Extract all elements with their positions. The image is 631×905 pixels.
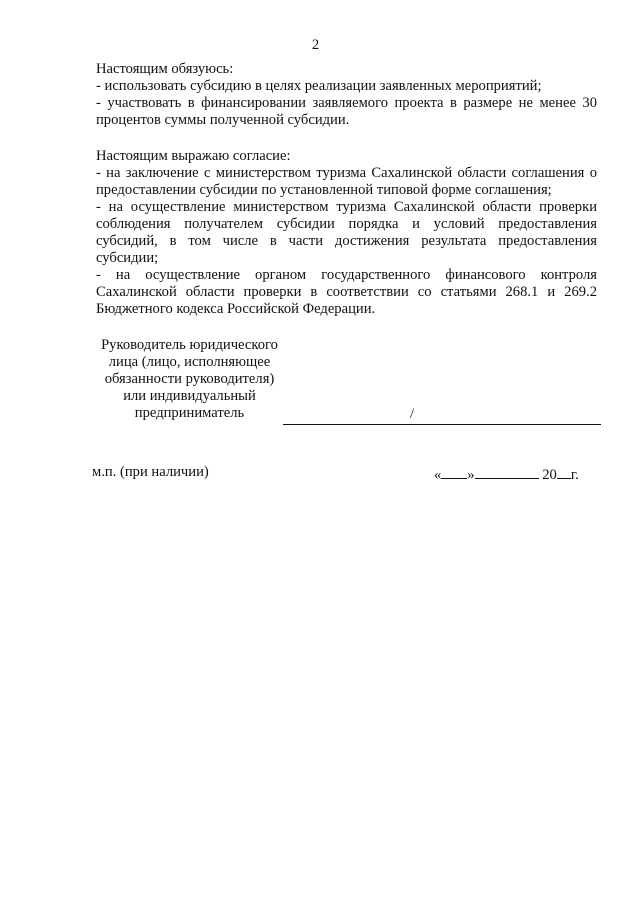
date-open-quote: «: [434, 467, 442, 483]
day-blank: [441, 464, 467, 479]
signature-label-line: Руководитель юридического: [101, 337, 278, 353]
signature-label-line: обязанности руководителя): [104, 371, 275, 387]
signature-label-line: лица (лицо, исполняющее: [108, 354, 271, 370]
obligations-heading: Настоящим обязуюсь:: [96, 61, 234, 77]
signature-line: [283, 424, 601, 425]
obligations-section: [96, 61, 597, 129]
year-suffix: г.: [570, 467, 579, 483]
obligation-item: - использовать субсидию в целях реализации заявленных мероприятий;: [96, 78, 542, 94]
consent-item: - на осуществление органом государственного финансового контроля Сахалинской области проверки в соответствии со статьями 268.1 и 269.2 Бюджетного кодекса Российской Федерации.: [96, 267, 597, 317]
obligation-item: - участвовать в финансировании заявляемого проекта в размере не менее 30 процентов суммы полученной субсидии.: [96, 95, 597, 128]
date-close-quote: »: [467, 467, 475, 483]
signature-label: [96, 337, 283, 422]
signature-label-line: или индивидуальный: [123, 388, 256, 404]
consent-section: [96, 148, 597, 318]
signature-label-line: предприниматель: [134, 405, 245, 421]
signature-separator: /: [410, 406, 415, 422]
consent-item: - на осуществление министерством туризма Сахалинской области проверки соблюдения получателем субсидии порядка и условий предоставления субсидий, в том числе в части достижения результата предоставления субсидии;: [96, 199, 597, 266]
year-prefix: 20: [542, 467, 557, 483]
consent-item: - на заключение с министерством туризма Сахалинской области соглашения о предоставлении субсидии по установленной типовой форме соглашения;: [96, 165, 597, 198]
page-number: 2: [311, 37, 320, 53]
year-blank: [557, 464, 571, 479]
consent-heading: Настоящим выражаю согласие:: [96, 148, 291, 164]
month-blank: [475, 464, 539, 479]
seal-note: м.п. (при наличии): [92, 464, 209, 480]
date-field: [434, 464, 579, 484]
